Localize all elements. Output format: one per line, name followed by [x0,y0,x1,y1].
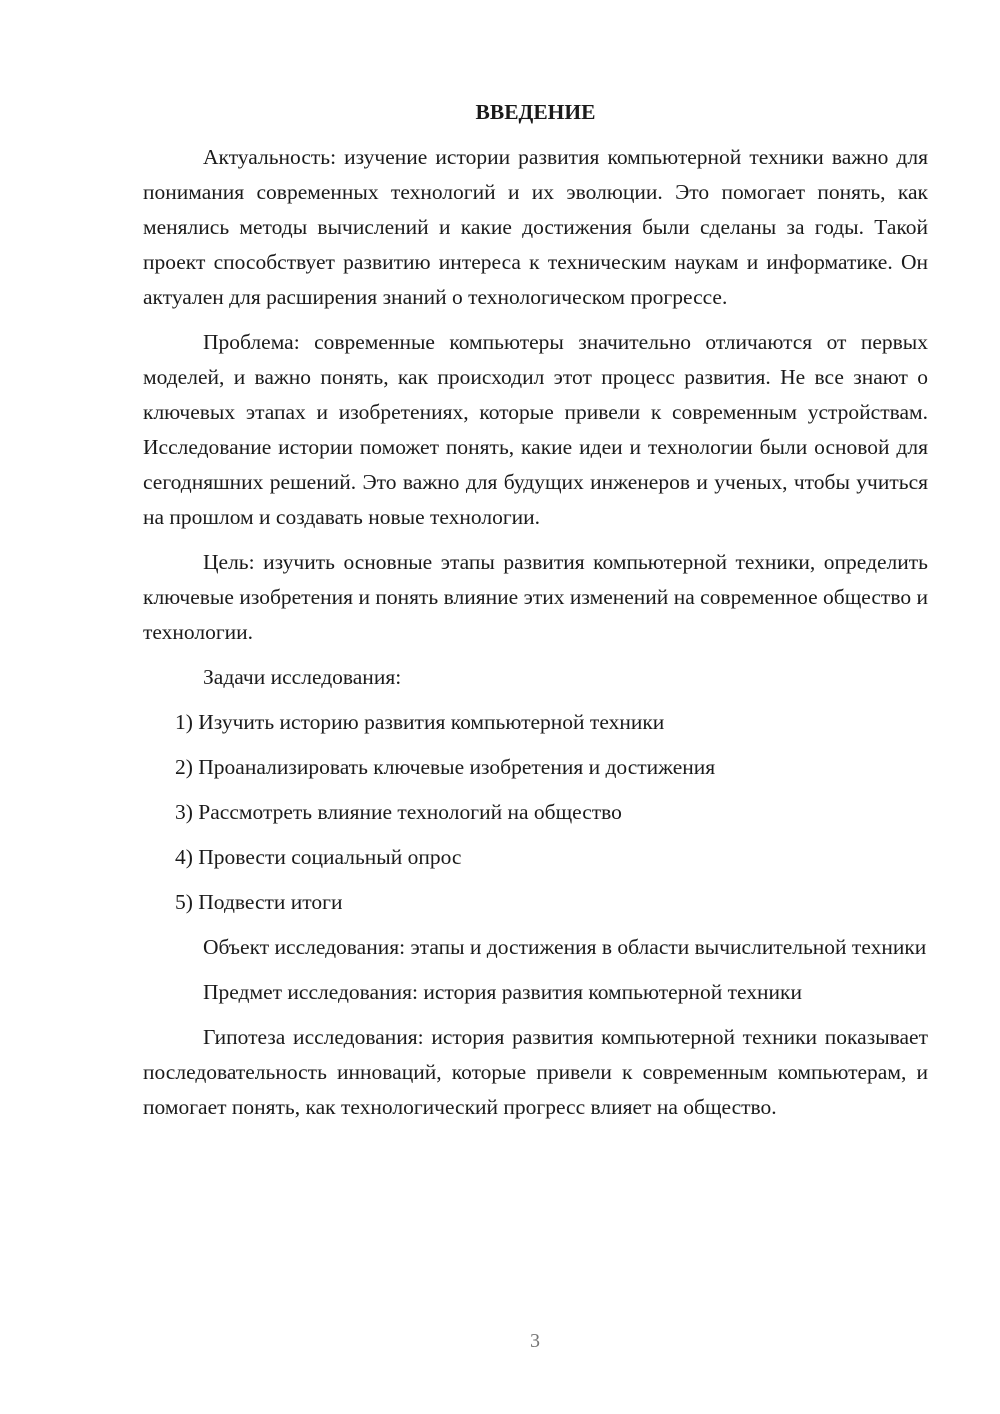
tasks-heading: Задачи исследования: [203,665,402,689]
subject-paragraph: Предмет исследования: история развития компьютерной техники [203,980,802,1004]
hypothesis-paragraph: Гипотеза исследования: история развития компьютерной техники показывает последовательность инноваций, которые привели к современным компьютерам, и помогает понять, как технологический прогресс влияет на общество. [143,1025,928,1119]
object-paragraph: Объект исследования: этапы и достижения в области вычислительной техники [203,935,927,959]
problem-paragraph: Проблема: современные компьютеры значительно отличаются от первых моделей, и важно понять, как происходил этот процесс развития. Не все знают о ключевых этапах и изобретениях, которые привели к современным устройствам. Исследование истории поможет понять, какие идеи и технологии были основой для сегодняшних решений. Это важно для будущих инженеров и ученых, чтобы учиться на прошлом и создавать новые технологии. [143,330,928,529]
list-item: 3) Рассмотреть влияние технологий на общество [175,800,622,824]
tasks-list [143,705,928,920]
goal-paragraph: Цель: изучить основные этапы развития компьютерной техники, определить ключевые изобретения и понять влияние этих изменений на современное общество и технологии. [143,550,928,644]
page-number: 3 [530,1330,540,1352]
list-item: 4) Провести социальный опрос [175,845,462,869]
page-title: ВВЕДЕНИЕ [475,100,596,124]
document-page [143,95,928,1135]
list-item: 1) Изучить историю развития компьютерной техники [175,710,665,734]
relevance-paragraph: Актуальность: изучение истории развития компьютерной техники важно для понимания современных технологий и их эволюции. Это помогает понять, как менялись методы вычислений и какие достижения были сделаны за годы. Такой проект способствует развитию интереса к техническим наукам и информатике. Он актуален для расширения знаний о технологическом прогрессе. [143,145,928,309]
list-item: 5) Подвести итоги [175,890,343,914]
list-item: 2) Проанализировать ключевые изобретения и достижения [175,755,716,779]
